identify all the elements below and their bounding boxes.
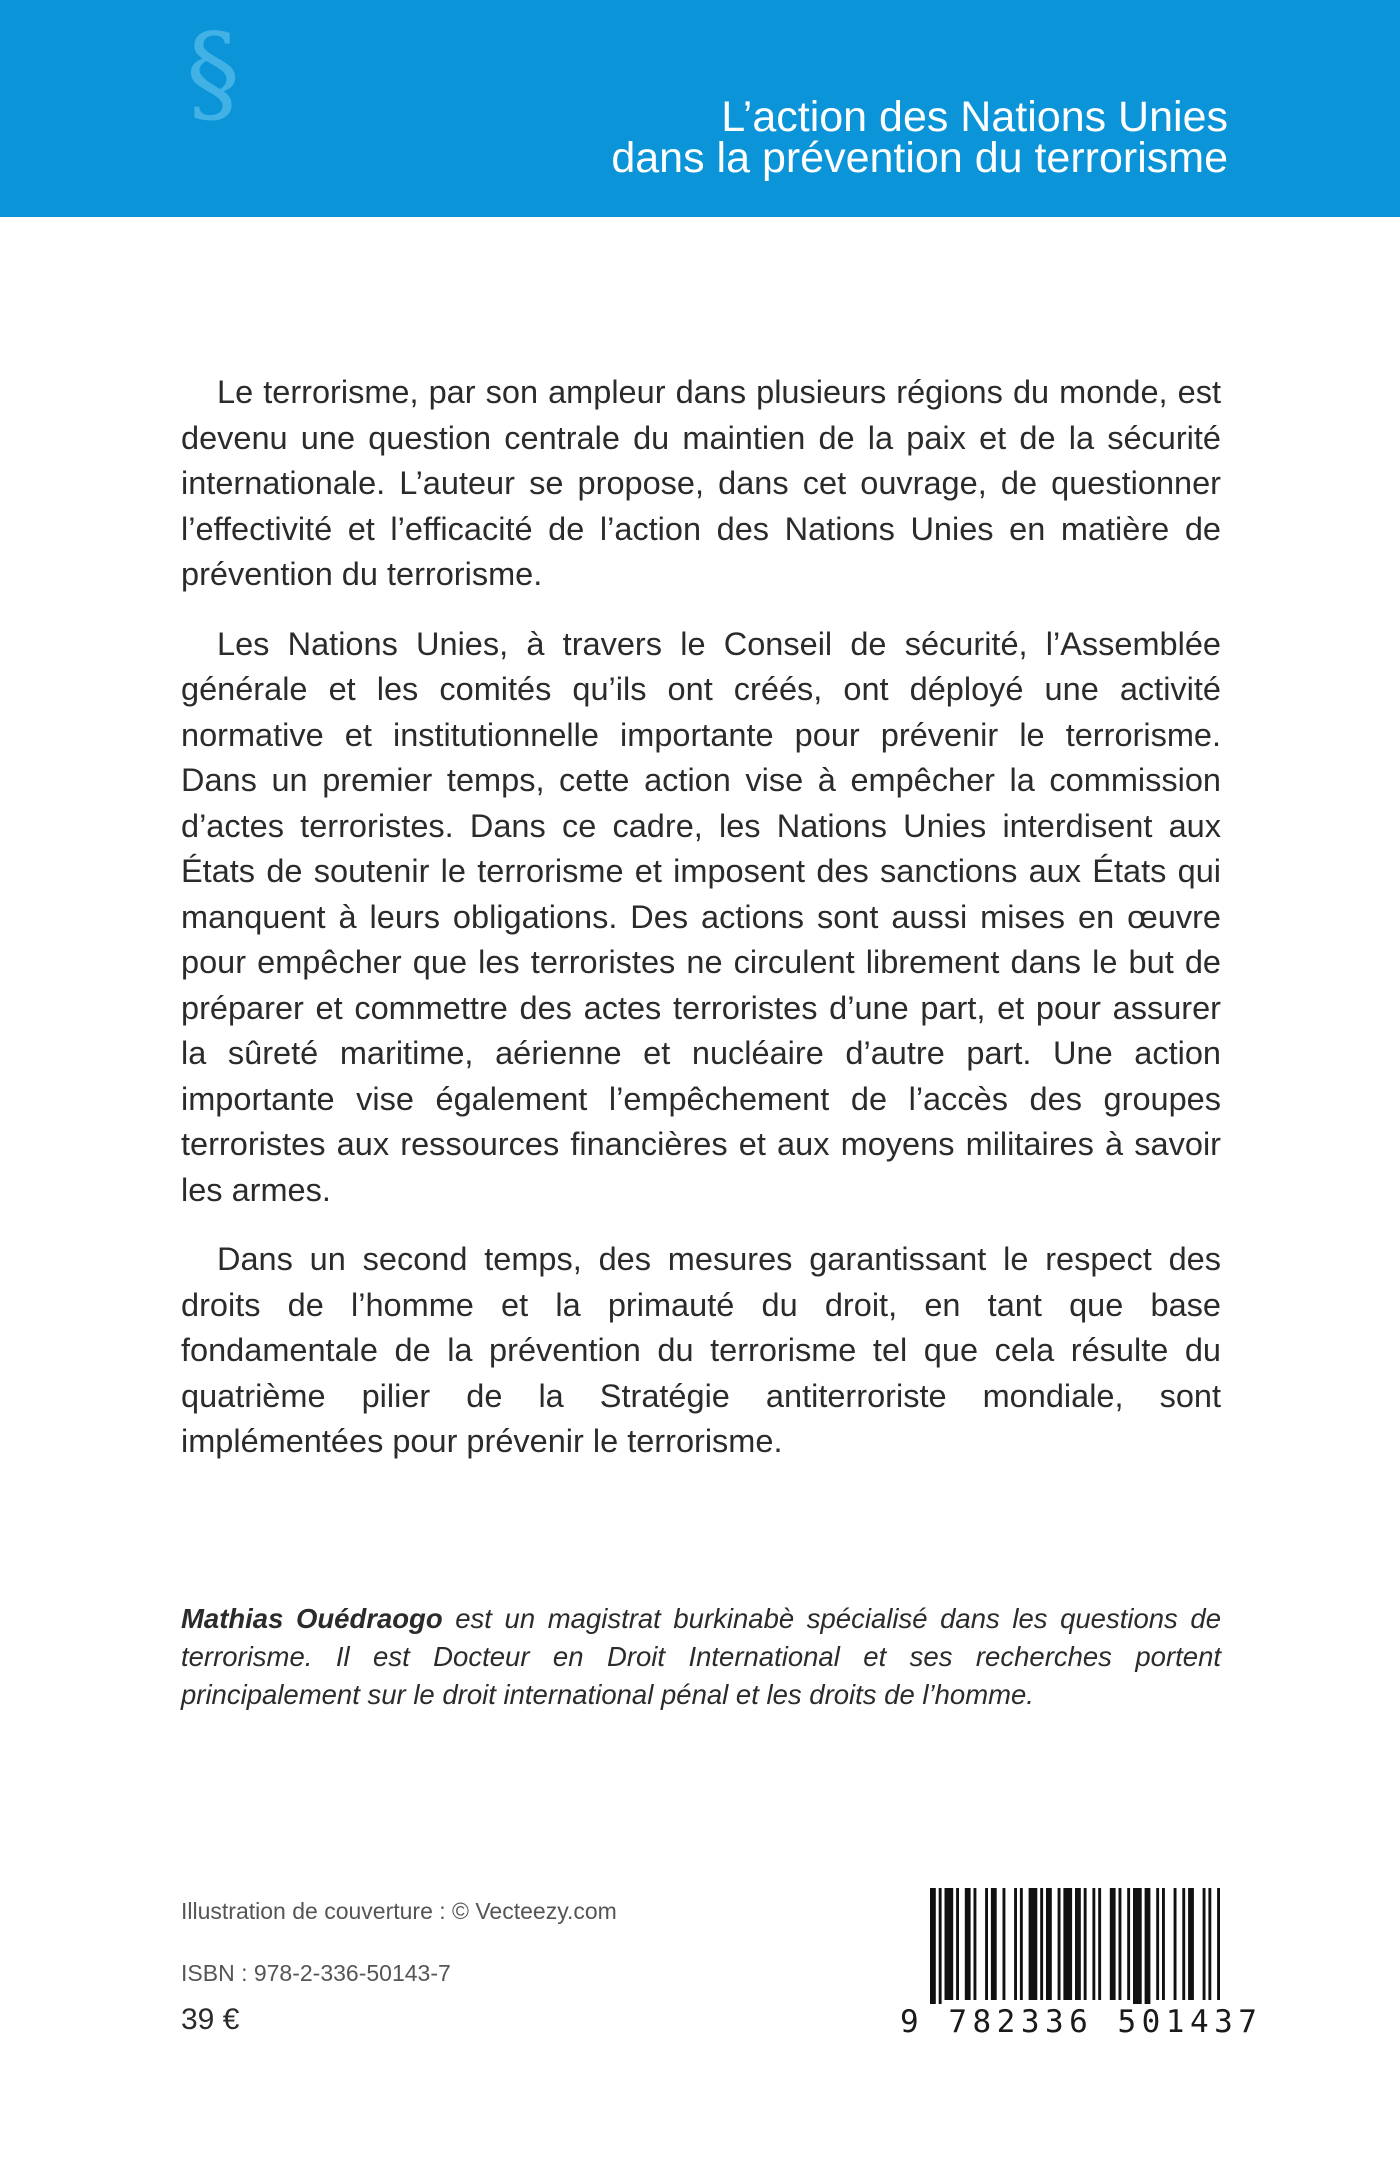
isbn-number: ISBN : 978-2-336-50143-7 [181, 1960, 451, 1986]
barcode-bar [1098, 1888, 1101, 2000]
barcode-bar [1162, 1888, 1165, 2000]
barcode-bar [1217, 1888, 1220, 2000]
barcode-bars-icon [900, 1886, 1220, 2004]
section-mark-icon: § [186, 11, 240, 136]
price-label: 39 € [181, 2003, 240, 2036]
blurb-text [181, 370, 1221, 1489]
barcode-bar [930, 1888, 936, 2004]
barcode-bar [1133, 1888, 1142, 2004]
author-name: Mathias Ouédraogo [181, 1603, 443, 1634]
book-title-line-1: L’action des Nations Unies [721, 92, 1228, 141]
barcode-bar [1203, 1888, 1206, 2000]
barcode-bar [1046, 1888, 1052, 2000]
barcode-bar [1119, 1888, 1122, 2000]
barcode-bar [1092, 1888, 1095, 2000]
barcode-bar [1110, 1888, 1116, 2000]
barcode-bar [1182, 1888, 1185, 2000]
barcode-bar [1020, 1888, 1023, 2000]
barcode-bar [1084, 1888, 1087, 2000]
book-title-line-2: dans la prévention du terrorisme [611, 133, 1228, 182]
barcode-bar [1174, 1888, 1177, 2000]
author-bio [181, 1600, 1221, 1714]
barcode-bar [1208, 1888, 1211, 2000]
barcode-bar [991, 1888, 997, 2000]
barcode-bar [1063, 1888, 1072, 2000]
header-band [0, 0, 1400, 217]
barcode-bar [1014, 1888, 1017, 2000]
barcode-bar [1127, 1888, 1130, 2000]
book-title [328, 92, 1228, 182]
barcode-bar [1040, 1888, 1043, 2000]
barcode-bar [1188, 1888, 1194, 2000]
barcode-bar [939, 1888, 942, 2004]
barcode-digits: 9 782336 501437 [900, 2004, 1263, 2040]
barcode-bar [956, 1888, 959, 2000]
barcode-bar [1058, 1888, 1061, 2000]
barcode [900, 1886, 1263, 2054]
illustration-credit: Illustration de couverture : © Vecteezy.com [181, 1898, 617, 1924]
barcode-bar [1029, 1888, 1038, 2000]
barcode-bar [974, 1888, 977, 2000]
barcode-bar [1003, 1888, 1006, 2000]
author-bio-text: est un magistrat burkinabè spécialisé dans les questions de terrorisme. Il est Docteur en Droit International et ses recherches portent principalement sur le droit international pénal et les droits de l’homme. [181, 1603, 1221, 1710]
barcode-bar [1075, 1888, 1081, 2000]
barcode-bar [965, 1888, 971, 2000]
blurb-paragraph-2: Les Nations Unies, à travers le Conseil de sécurité, l’Assemblée générale et les comités qu’ils ont créés, ont déployé une activité normative et institutionnelle importante pour prévenir le terrorisme. Dans un premier temps, cette action vise à empêcher la commission d’actes terroristes. Dans ce cadre, les Nations Unies interdisent aux États de soutenir le terrorisme et imposent des sanctions aux États qui manquent à leurs obligations. Des actions sont aussi mises en œuvre pour empêcher que les terroristes ne circulent librement dans le but de préparer et commettre des actes terroristes d’une part, et pour assurer la sûreté maritime, aérienne et nucléaire d’autre part. Une action importante vise également l’empêchement de l’accès des groupes terroristes aux ressources financières et aux moyens militaires à savoir les armes. [181, 625, 1221, 1208]
blurb-paragraph-3: Dans un second temps, des mesures garantissant le respect des droits de l’homme et la primauté du droit, en tant que base fondamentale de la prévention du terrorisme tel que cela résulte du quatrième pilier de la Stratégie antiterroriste mondiale, sont implémentées pour prévenir le terrorisme. [181, 1241, 1221, 1459]
barcode-bar [985, 1888, 988, 2000]
barcode-bar [1145, 1888, 1151, 2004]
blurb-paragraph-1: Le terrorisme, par son ampleur dans plusieurs régions du monde, est devenu une question centrale du maintien de la paix et de la sécurité internationale. L’auteur se propose, dans cet ouvrage, de questionner l’effectivité et l’efficacité de l’action des Nations Unies en matière de prévention du terrorisme. [181, 374, 1221, 592]
barcode-bar [945, 1888, 954, 2000]
barcode-bar [1156, 1888, 1159, 2000]
